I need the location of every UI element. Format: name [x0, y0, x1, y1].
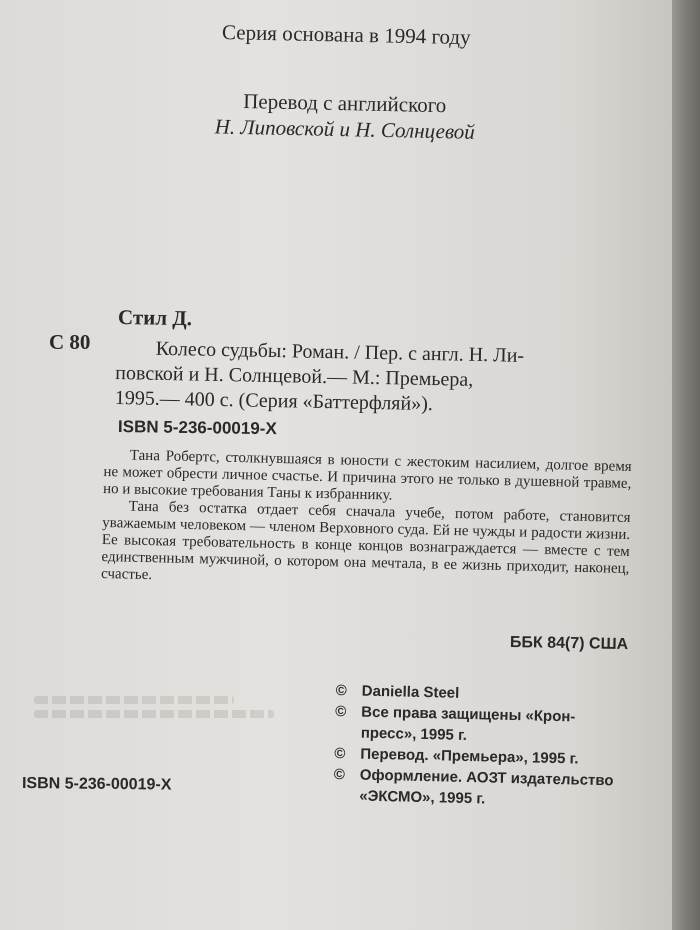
series-note: Серия основана в 1994 году: [221, 20, 471, 50]
biblio-line-2: повской и Н. Солнцевой.— М.: Премьера,: [115, 361, 474, 391]
copyright-translation-text: Перевод. «Премьера», 1995 г.: [360, 745, 579, 768]
catalog-isbn: ISBN 5-236-00019-X: [117, 417, 277, 439]
copyright-symbol: ©: [333, 765, 346, 784]
book-annotation: [101, 447, 632, 595]
annotation-paragraph-1: Тана Робертс, столкнувшаяся в юности с жестоким насилием, долгое время не может обрести личное счастье. И причина этого не только в душевной травме, но и высокие требования Таны к избраннику.: [102, 447, 632, 504]
copyright-rights-line-1: Все права защищены «Крон-: [361, 703, 576, 726]
catalog-code: С 80: [49, 330, 91, 354]
copyright-rights-line-2: пресс», 1995 г.: [360, 724, 468, 744]
copyright-design-line-1: Оформление. АОЗТ издательство: [359, 766, 614, 790]
bibliographic-description: [115, 336, 636, 421]
copyright-author-text: Daniella Steel: [361, 682, 460, 702]
biblio-line-1: Колесо судьбы: Роман. / Пер. с англ. Н. Ли-: [155, 337, 525, 367]
biblio-line-3: 1995.— 400 с. (Серия «Баттерфляй»).: [114, 386, 434, 416]
translation-line-2: Н. Липовской и Н. Солнцевой: [214, 114, 476, 144]
copyright-symbol: ©: [335, 702, 347, 721]
book-spine-gutter: [672, 0, 700, 930]
show-through-text: [34, 690, 294, 740]
copyright-block: [333, 680, 646, 813]
translation-credit: [214, 88, 476, 145]
copyright-rights: [335, 701, 646, 750]
copyright-symbol: ©: [335, 681, 348, 700]
copyright-design-line-2: «ЭКСМО», 1995 г.: [359, 787, 486, 808]
copyright-design: [333, 764, 644, 813]
isbn-bottom: ISBN 5-236-00019-X: [21, 775, 172, 794]
catalog-author: Стил Д.: [117, 305, 193, 331]
annotation-paragraph-2: Тана без остатка отдает себя сначала учебе, потом работе, становится уважаемым человеком — членом Верховного суда. Ей не чужды и радости жизни. Ее высокая требовательность в конце концов вознаграждается — вместе с тем единственным мужчиной, о котором она мечтала, в ее жизнь приходит, наконец, счастье.: [100, 498, 631, 584]
translation-line-1: Перевод с английского: [243, 89, 447, 118]
copyright-symbol: ©: [334, 744, 346, 763]
bbk-index: ББК 84(7) США: [509, 634, 629, 654]
